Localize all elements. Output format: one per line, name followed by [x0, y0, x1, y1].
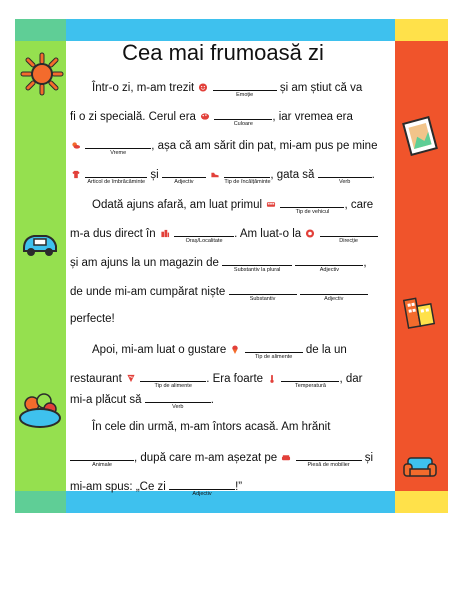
story-text: ,: [363, 257, 367, 269]
story-line-8: [70, 282, 375, 302]
story-text: !”: [235, 481, 243, 493]
blank-emotion[interactable]: Emoție: [213, 78, 277, 91]
blank-color[interactable]: Culoare: [214, 107, 272, 120]
story-text: În cele din urmă, m-am întors acasă. Am hrănit: [92, 421, 331, 433]
bottom-left-block: [15, 491, 66, 513]
top-right-block: [395, 19, 448, 41]
story-line-14: [70, 448, 375, 468]
blank-adjective-4[interactable]: Adjectiv: [169, 477, 235, 490]
blank-weather[interactable]: Vreme: [85, 136, 151, 149]
blank-verb[interactable]: Verb: [318, 165, 372, 178]
right-orange-column: [395, 41, 448, 491]
story-text: restaurant: [70, 373, 122, 385]
shirt-icon: [71, 170, 81, 179]
story-text: , așa că am sărit din pat, mi-am pus pe mine: [151, 140, 378, 152]
story-line-11: [70, 369, 375, 389]
blank-temperature[interactable]: Temperatură: [281, 369, 339, 382]
blank-noun[interactable]: Substantiv: [229, 282, 297, 295]
smiley-icon: [198, 83, 208, 92]
icecream-icon: [230, 345, 240, 354]
story-line-4: [70, 165, 375, 185]
top-blue-bar: [66, 19, 395, 41]
picture-frame-icon: [402, 116, 438, 156]
story-text: . Am luat-o la: [234, 228, 302, 240]
blank-food-2[interactable]: Tip de alimente: [140, 369, 206, 382]
story-text: și am ajuns la un magazin de: [70, 257, 219, 269]
car-icon: [20, 230, 60, 258]
compass-icon: [305, 229, 315, 238]
blank-city[interactable]: Oraș/Localitate: [174, 224, 234, 237]
blank-adjective[interactable]: Adjectiv: [162, 165, 206, 178]
story-text: de la un: [305, 344, 347, 356]
sun-icon: [20, 52, 64, 96]
story-line-1: [70, 78, 375, 98]
story-line-6: [70, 224, 375, 244]
story-text: . Era foarte: [206, 373, 264, 385]
sofa-icon: [281, 453, 291, 462]
palette-icon: [200, 112, 210, 121]
bottom-right-block: [395, 491, 448, 513]
story-text: mi-a plăcut să: [70, 394, 142, 406]
story-line-15: [70, 477, 375, 497]
story-text: și am știut că va: [279, 82, 363, 94]
story-text: , care: [344, 199, 374, 211]
story-line-13: [70, 419, 375, 435]
blank-adjective-3[interactable]: Adjectiv: [300, 282, 368, 295]
blank-furniture[interactable]: Piesă de mobilier: [296, 448, 362, 461]
city-icon: [160, 229, 170, 238]
blank-animals[interactable]: Animale: [70, 448, 134, 461]
story-line-7: [70, 253, 375, 273]
story-text: Într-o zi, m-am trezit: [92, 82, 195, 94]
story-text: , iar vremea era: [272, 111, 353, 123]
thermometer-icon: [267, 374, 277, 383]
story-text: și: [150, 169, 159, 181]
building-icon: [400, 292, 438, 332]
blank-footwear[interactable]: Tip de încălțăminte: [224, 165, 270, 178]
story-line-12: [70, 390, 375, 410]
story-line-3: [70, 136, 378, 156]
top-left-block: [15, 19, 66, 41]
blank-plural-noun[interactable]: Substantiv la plural: [222, 253, 292, 266]
fruit-bowl-icon: [18, 390, 62, 430]
shoe-icon: [210, 170, 220, 179]
story-text: m-a dus direct în: [70, 228, 156, 240]
blank-direction[interactable]: Direcție: [320, 224, 378, 237]
story-text: , după care m-am așezat pe: [134, 452, 278, 464]
blank-verb-2[interactable]: Verb: [145, 390, 211, 403]
blank-adjective-2[interactable]: Adjectiv: [295, 253, 363, 266]
bus-icon: [266, 200, 276, 209]
story-line-5: [70, 195, 375, 215]
weather-icon: [71, 141, 81, 150]
story-text: .: [371, 169, 375, 181]
blank-vehicle[interactable]: Tip de vehicul: [280, 195, 344, 208]
story-text: Odată ajuns afară, am luat primul: [92, 199, 263, 211]
story-text: de unde mi-am cumpărat niște: [70, 286, 226, 298]
page-title: Cea mai frumoasă zi: [122, 40, 324, 65]
story-text: fi o zi specială. Cerul era: [70, 111, 196, 123]
story-text: și: [364, 452, 374, 464]
story-line-2: [70, 107, 375, 127]
story-text: , dar: [339, 373, 363, 385]
story-line-9: [70, 311, 375, 327]
story-text: perfecte!: [70, 313, 115, 325]
story-text: Apoi, mi-am luat o gustare: [92, 344, 227, 356]
blank-clothing[interactable]: Articol de îmbrăcăminte: [85, 165, 147, 178]
pizza-icon: [126, 374, 136, 383]
story-text: .: [210, 394, 214, 406]
story-text: , gata să: [270, 169, 315, 181]
blank-food[interactable]: Tip de alimente: [245, 340, 303, 353]
armchair-icon: [402, 452, 438, 482]
story-line-10: [70, 340, 375, 360]
story-text: mi-am spus: „Ce zi: [70, 481, 166, 493]
